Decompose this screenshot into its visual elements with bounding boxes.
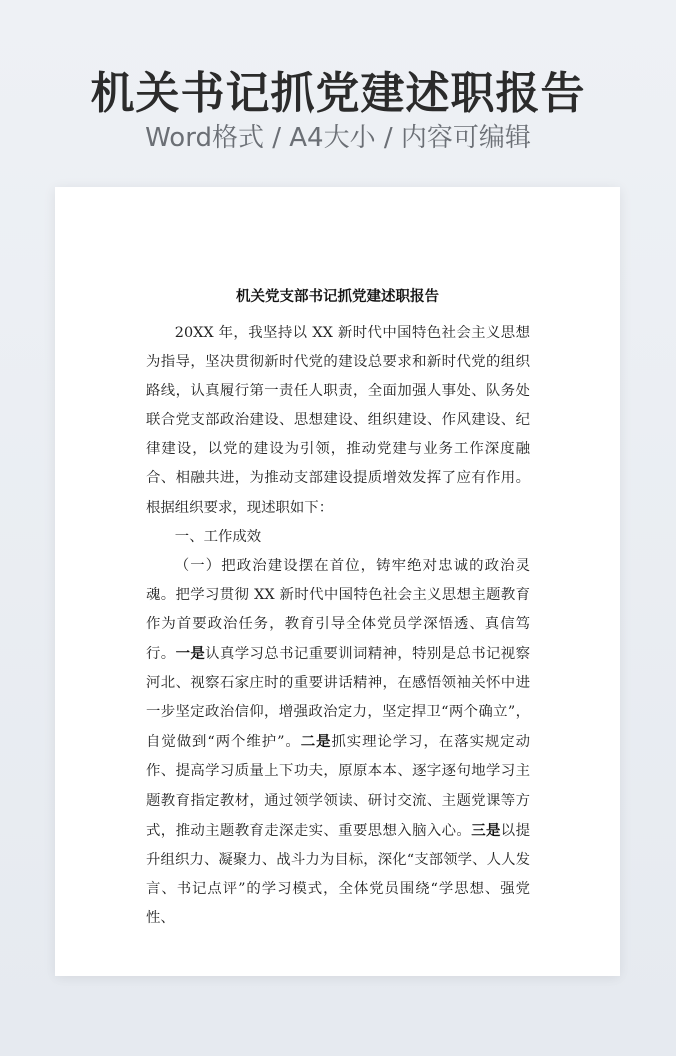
intro-paragraph: 20XX 年，我坚持以 XX 新时代中国特色社会主义思想为指导，坚决贯彻新时代党的建设总要求和新时代党的组织路线，认真履行第一责任人职责，全面加强人事处、队务处联合党支部政治建设、思想建设、组织建设、作风建设、纪律建设，以党的建设为引领，推动党建与业务工作深度融合、相融共进，为推动支部建设提质增效发挥了应有作用。根据组织要求，现述职如下： xyxy=(146,325,530,516)
subsection-lead: （一）把政治建设摆在首位，铸牢绝对忠诚的政治灵魂。把学习贯彻 XX 新时代中国特色社会主义思想主题教育作为首要政治任务，教育引导全体党员学深悟透、真信笃行。 xyxy=(146,557,530,663)
document-title: 机关党支部书记抓党建述职报告 xyxy=(236,288,439,305)
subsection-paragraph xyxy=(146,552,530,933)
banner-subtitle: Word格式 / A4大小 / 内容可编辑 xyxy=(145,123,531,153)
point2-label: 二是 xyxy=(300,733,332,751)
document-page xyxy=(55,187,620,976)
point3-text: 以提升组织力、凝聚力、战斗力为目标，深化“支部领学、人人发言、书记点评”的学习模式，全体党员围绕“学思想、强党性、 xyxy=(146,822,530,926)
point1-label: 一是 xyxy=(175,645,206,663)
section-heading: 一、工作成效 xyxy=(174,528,262,545)
document-body xyxy=(146,319,530,933)
banner-title: 机关书记抓党建述职报告 xyxy=(90,68,586,119)
point3-label: 三是 xyxy=(471,821,501,839)
point2-text: 抓实理论学习，在落实规定动作、提高学习质量上下功夫，原原本本、逐字逐句地学习主题教育指定教材，通过领学领读、研讨交流、主题党课等方式，推动主题教育走深走实、重要思想入脑入心。 xyxy=(146,734,530,839)
point1-text: 认真学习总书记重要训词精神，特别是总书记视察河北、视察石家庄时的重要讲话精神，在感悟领袖关怀中进一步坚定政治信仰，增强政治定力，坚定捍卫“两个确立”，自觉做到“两个维护”。 xyxy=(146,646,530,751)
